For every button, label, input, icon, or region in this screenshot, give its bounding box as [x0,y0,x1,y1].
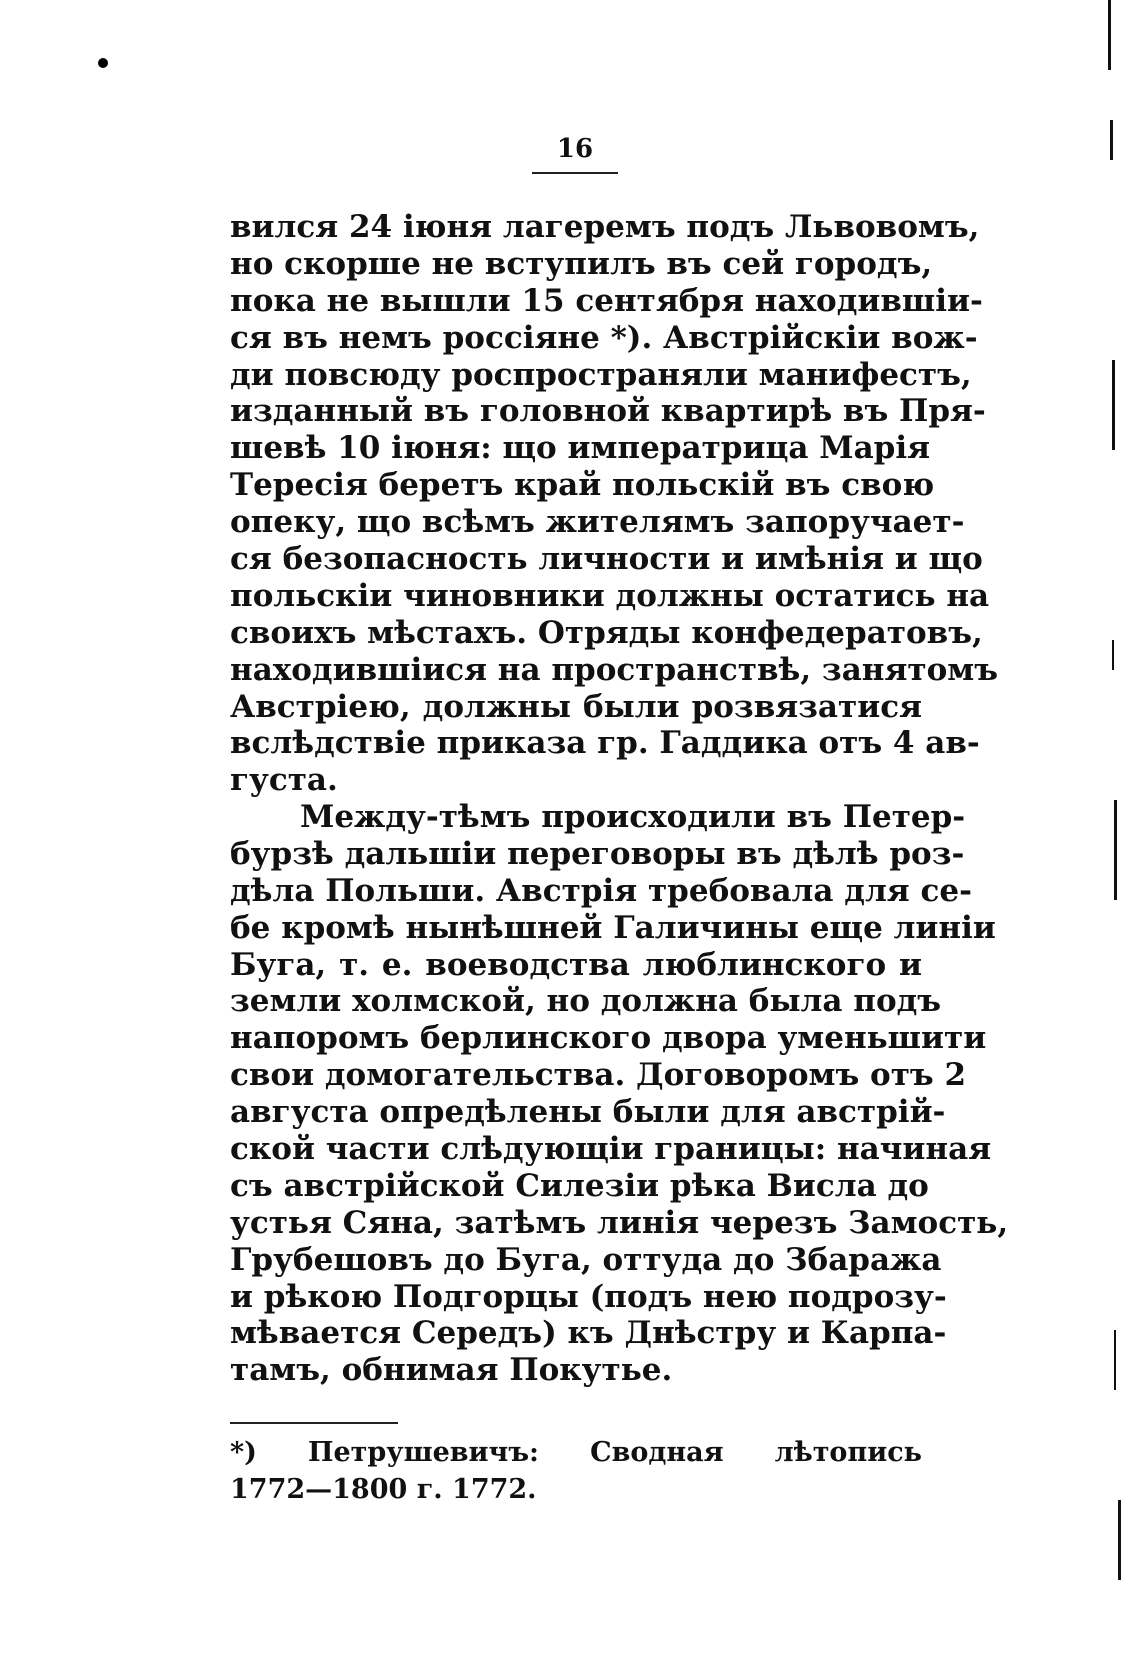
text-line: шевѣ 10 іюня: що императрица Марія [230,430,931,467]
footnote-line: *) Петрушевичъ: Сводная лѣтопись [230,1437,922,1468]
text-line: вслѣдствіе приказа гр. Гаддика отъ 4 ав- [230,725,980,762]
text-line: ся безопасность личности и имѣнія и що [230,541,983,578]
text-line: пока не вышли 15 сентября находившіи- [230,282,983,319]
text-line: Буга, т. е. воеводства люблинского и [230,946,922,983]
page-number-rule [532,172,618,174]
text-line: находившіися на пространствѣ, занятомъ [230,651,998,688]
scan-edge-mark [1114,800,1117,900]
text-line: бе кромѣ нынѣшней Галичины еще линіи [230,909,996,946]
text-line: Тересія беретъ край польскій въ свою [230,467,935,504]
text-line: ской части слѣдующіи границы: начиная [230,1131,992,1168]
text-line: своихъ мѣстахъ. Отряды конфедератовъ, [230,614,983,651]
text-line: бурзѣ дальшіи переговоры въ дѣлѣ роз- [230,835,965,872]
text-line: польскіи чиновники должны остатись на [230,577,990,614]
footnote-rule [230,1422,398,1424]
text-line: и рѣкою Подгорцы (подъ нею подрозу- [230,1278,947,1315]
text-line: Между-тѣмъ происходили въ Петер- [300,799,966,835]
text-line: свои домогательства. Договоромъ отъ 2 [230,1057,967,1094]
scan-dot [98,58,108,68]
paragraph-1 [230,209,998,799]
paragraph-2 [230,799,1009,1389]
footnote-line: 1772—1800 г. 1772. [230,1474,537,1505]
scan-edge-mark [1114,1330,1116,1390]
text-line: густа. [230,762,338,799]
scan-edge-mark [1108,0,1111,70]
text-line: ди повсюду роспространяли манифестъ, [230,356,972,393]
text-line: но скорше не вступилъ въ сей городъ, [230,245,933,282]
text-line: августа опредѣлены были для австрій- [230,1094,946,1131]
text-line: мѣвается Середъ) къ Днѣстру и Карпа- [230,1315,947,1352]
scan-edge-mark [1112,640,1114,670]
text-line: опеку, що всѣмъ жителямъ запоручает- [230,504,965,541]
text-line: съ австрійской Силезіи рѣка Висла до [230,1167,929,1204]
text-line: тамъ, обнимая Покутье. [230,1352,673,1389]
text-line: вился 24 іюня лагеремъ подъ Львовомъ, [230,209,980,245]
text-line: напоромъ берлинского двора уменьшити [230,1020,987,1057]
text-line: ся въ немъ россіяне *). Австрійскіи вож- [230,319,978,356]
text-line: изданный въ головной квартирѣ въ Пря- [230,393,986,430]
text-line: земли холмской, но должна была подъ [230,983,942,1020]
scan-edge-mark [1110,120,1113,160]
page-number: 16 [556,134,594,164]
scan-edge-mark [1118,1500,1121,1580]
text-line: устья Сяна, затѣмъ линія черезъ Замость, [230,1204,1009,1241]
scan-edge-mark [1112,360,1115,450]
text-line: Австріею, должны были розвязатися [230,688,922,725]
footnote [230,1434,922,1508]
text-line: Грубешовъ до Буга, оттуда до Збаража [230,1241,942,1278]
text-line: дѣла Польши. Австрія требовала для се- [230,872,972,909]
